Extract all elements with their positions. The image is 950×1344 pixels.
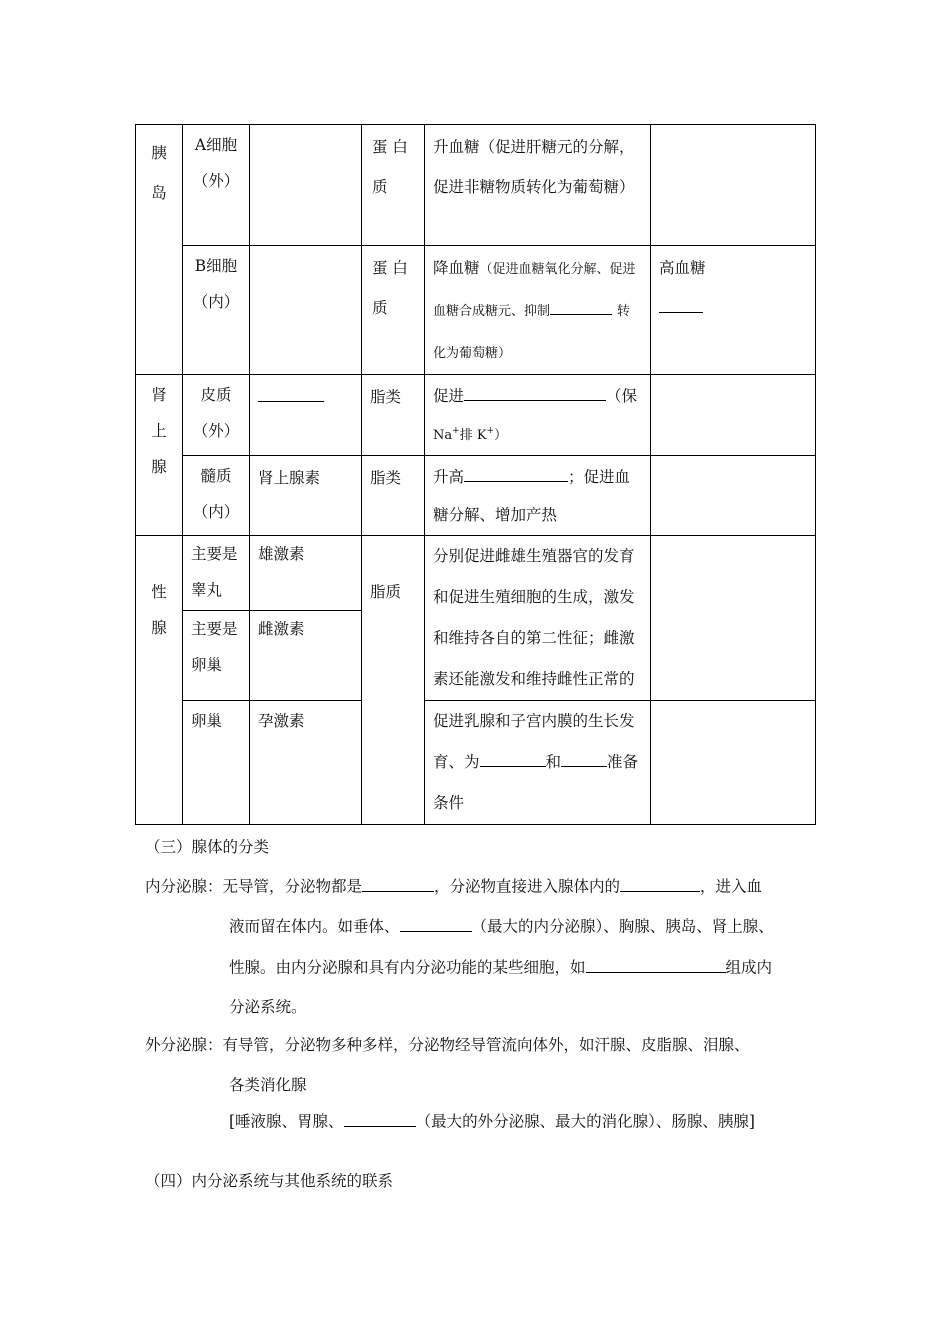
function-cell: 分别促进雌雄生殖器官的发育和促进生殖细胞的生成，激发和维持各自的第二性征；雌激素还能激发和维持雌性正常的 [425,536,651,701]
function-text: 降血糖 [433,259,480,277]
gland-label: 腺 [151,458,167,476]
cell-type [183,456,250,536]
cell-label: （外） [192,172,240,190]
disorder-cell [651,125,816,246]
chem-cell: 脂类 [362,456,425,536]
cell-type: 卵巢 [183,701,250,825]
paragraph-line [229,956,772,979]
paragraph-text: [唾液腺、胃腺、 [229,1112,344,1131]
fill-blank [586,956,726,973]
disorder-cell [651,246,816,375]
fill-blank [659,297,703,314]
function-cell [425,701,651,825]
term-label: 内分泌腺： [145,877,223,896]
table-row [136,701,816,825]
paragraph-text: （最大的内分泌腺）、胸腺、胰岛、肾上腺、 [471,917,774,936]
ion-charge: + [486,425,495,436]
section-title: （四）内分泌系统与其他系统的联系 [145,1172,394,1190]
gland-label: 岛 [151,184,167,202]
gland-cell-gonad [136,536,183,825]
gland-cell-pancreas [136,125,183,375]
disorder-cell [651,375,816,456]
disorder-cell [651,536,816,701]
gland-label: 性 [151,583,167,601]
function-text: ；促进血 [568,468,631,486]
function-text: 和 [545,753,562,771]
hormone-table [135,124,816,825]
paragraph-line [145,875,762,898]
fill-blank [258,386,324,403]
function-text: （保 [606,387,638,405]
function-cell [425,456,651,536]
paragraph-text: 性腺。由内分泌腺和具有内分泌功能的某些细胞，如 [229,958,586,977]
section-title: （三）腺体的分类 [145,838,270,856]
function-cell [425,375,651,456]
ion-text: ） [494,428,508,443]
paragraph-line [145,1034,750,1056]
cell-type [183,246,250,375]
chem-cell: 蛋 白 质 [362,246,425,375]
paragraph-text: 液而留在体内。如垂体、 [229,917,400,936]
cell-type [183,611,250,701]
disorder-cell [651,701,816,825]
table-row [136,125,816,246]
fill-blank [464,466,568,483]
paragraph-text: ，进入血 [700,877,763,896]
function-text: 促进 [433,387,465,405]
function-text: 促进乳腺和子宫内膜的生长发育、为 [433,712,635,771]
function-text: 准备条件 [433,753,639,812]
table-row [136,375,816,456]
function-text: 升高 [433,468,465,486]
table-row [136,536,816,611]
paragraph-text: 有导管，分泌物多种多样，分泌物经导管流向体外，如汗腺、皮脂腺、泪腺、 [222,1036,750,1054]
hormone-cell [250,246,362,375]
paragraph-text: 无导管，分泌物都是 [222,877,363,896]
cell-label: 睾丸 [191,581,223,599]
paragraph-line [229,1110,755,1133]
gland-cell-adrenal [136,375,183,536]
fill-blank [550,299,612,316]
hormone-cell [250,125,362,246]
chem-cell: 脂类 [362,375,425,456]
fill-blank [480,751,546,768]
table-row [136,246,816,375]
function-text: 转化为葡萄糖） [433,304,630,361]
cell-label: 主要是 [191,545,238,563]
cell-type [183,536,250,611]
paragraph-text: （最大的外分泌腺、最大的消化腺）、肠腺、胰腺] [415,1112,755,1131]
fill-blank [362,875,434,892]
function-cell [425,246,651,375]
fill-blank [344,1110,416,1127]
term-label: 外分泌腺： [145,1036,223,1054]
cell-type [183,375,250,456]
ion-charge: + [452,425,460,436]
cell-label: 皮质 [200,386,232,404]
paragraph-text: 组成内 [725,958,773,977]
hormone-cell: 雄激素 [250,536,362,611]
function-text: （促进血糖氧化分解、促进血糖合成糖元、抑制 [433,262,636,319]
hormone-cell [250,375,362,456]
chem-cell: 脂质 [362,536,425,825]
paragraph-line [229,915,774,938]
cell-label: B细胞 [194,257,238,275]
hormone-cell: 雌激素 [250,611,362,701]
fill-blank [464,385,606,402]
paragraph-line: 分泌系统。 [229,998,307,1016]
disorder-text: 高血糖 [659,259,706,277]
hormone-cell: 孕激素 [250,701,362,825]
ion-text: Na [433,428,453,443]
cell-label: 卵巢 [191,656,223,675]
gland-label: 肾 [151,386,167,404]
cell-label: 髓质 [200,467,232,485]
gland-label: 上 [151,422,167,440]
gland-label: 腺 [151,619,167,637]
fill-blank [400,915,472,932]
function-cell: 升血糖（促进肝糖元的分解，促进非糖物质转化为葡萄糖） [425,125,651,246]
chem-cell: 蛋 白 质 [362,125,425,246]
paragraph-text: ，分泌物直接进入腺体内的 [434,877,621,896]
paragraph-line: 各类消化腺 [229,1076,307,1094]
cell-label: A细胞 [194,136,238,154]
cell-label: （外） [192,422,240,440]
disorder-cell [651,456,816,536]
ion-text: 排 K [459,428,487,443]
function-text: 糖分解、增加产热 [433,506,558,524]
cell-type [183,125,250,246]
cell-label: （内） [192,503,240,521]
gland-label: 胰 [151,144,167,162]
table-row [136,456,816,536]
hormone-cell: 肾上腺素 [250,456,362,536]
fill-blank [561,751,607,768]
fill-blank [620,875,700,892]
cell-label: （内） [192,293,240,311]
cell-label: 主要是 [191,620,238,639]
